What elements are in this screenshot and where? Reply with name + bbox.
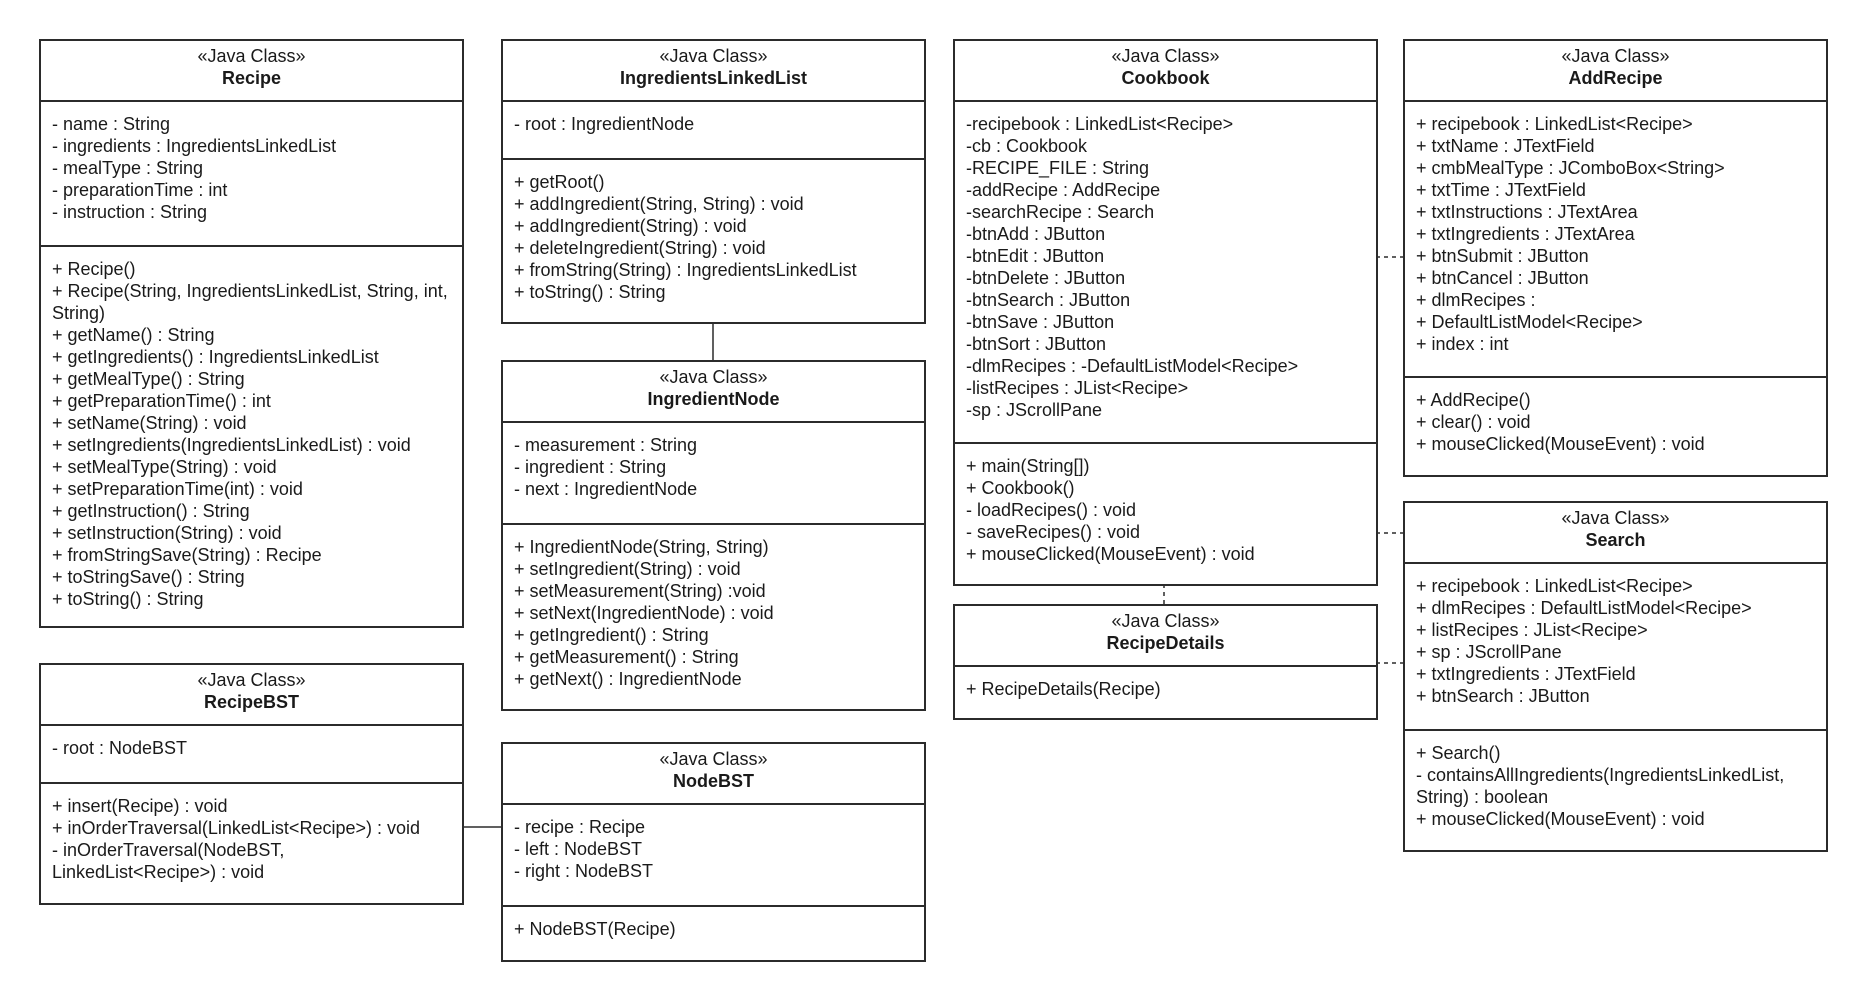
attributes-ingredientslinkedlist: [503, 102, 924, 160]
operation: + setIngredient(String) : void: [514, 559, 741, 579]
attribute: + recipebook : LinkedList<Recipe>: [1416, 114, 1693, 134]
operation: + mouseClicked(MouseEvent) : void: [1416, 809, 1705, 829]
attribute: + txtName : JTextField: [1416, 136, 1595, 156]
stereotype-label: «Java Class»: [659, 46, 768, 66]
attribute: + btnCancel : JButton: [1416, 268, 1589, 288]
attribute: -btnDelete : JButton: [966, 268, 1126, 288]
attribute: -btnSearch : JButton: [966, 290, 1131, 310]
stereotype-label: «Java Class»: [197, 670, 306, 690]
attributes-nodebst: [503, 805, 924, 907]
class-name-search: Search: [1585, 530, 1646, 550]
class-name-nodebst: NodeBST: [673, 771, 754, 791]
attribute: - ingredients : IngredientsLinkedList: [52, 136, 337, 156]
operation: - containsAllIngredients(IngredientsLinkedList, String) : boolean: [1416, 765, 1785, 807]
operation: + NodeBST(Recipe): [514, 919, 676, 939]
operations-ingredientslinkedlist: [503, 160, 924, 303]
class-name-cookbook: Cookbook: [1121, 68, 1210, 88]
attribute: -RECIPE_FILE : String: [966, 158, 1150, 178]
attribute: - mealType : String: [52, 158, 204, 178]
attributes-addrecipe: [1405, 102, 1826, 378]
attribute: + btnSubmit : JButton: [1416, 246, 1589, 266]
stereotype-label: «Java Class»: [1111, 46, 1220, 66]
attribute: -btnSort : JButton: [966, 334, 1107, 354]
attribute: -recipebook : LinkedList<Recipe>: [966, 114, 1234, 134]
attribute: -searchRecipe : Search: [966, 202, 1155, 222]
attribute: + txtInstructions : JTextArea: [1416, 202, 1638, 222]
class-name-ingredientslinkedlist: IngredientsLinkedList: [619, 68, 808, 88]
operation: + getName() : String: [52, 325, 215, 345]
operation: + toString() : String: [514, 282, 666, 302]
attribute: -btnEdit : JButton: [966, 246, 1105, 266]
attributes-recipe: [41, 102, 462, 247]
attribute: + index : int: [1416, 334, 1509, 354]
attribute: + dlmRecipes : DefaultListModel<Recipe>: [1416, 598, 1752, 618]
class-name-addrecipe: AddRecipe: [1568, 68, 1663, 88]
operation: + addIngredient(String, String) : void: [514, 194, 804, 214]
stereotype-label: «Java Class»: [197, 46, 306, 66]
attribute: -btnAdd : JButton: [966, 224, 1106, 244]
attribute: + txtIngredients : JTextArea: [1416, 224, 1635, 244]
attribute: + cmbMealType : JComboBox<String>: [1416, 158, 1725, 178]
attribute: + recipebook : LinkedList<Recipe>: [1416, 576, 1693, 596]
attribute: + txtTime : JTextField: [1416, 180, 1586, 200]
attribute: -dlmRecipes : -DefaultListModel<Recipe>: [966, 356, 1299, 376]
operations-addrecipe: [1405, 378, 1826, 455]
attribute: -btnSave : JButton: [966, 312, 1115, 332]
attribute: + listRecipes : JList<Recipe>: [1416, 620, 1648, 640]
attributes-cookbook: [955, 102, 1376, 444]
stereotype-label: «Java Class»: [659, 367, 768, 387]
operations-search: [1405, 731, 1826, 830]
class-header-addrecipe: [1405, 41, 1826, 102]
class-box-addrecipe: [1403, 39, 1828, 477]
class-box-recipe: [39, 39, 464, 628]
operation: + Recipe(String, IngredientsLinkedList, String, int, String): [52, 281, 448, 323]
operation: + deleteIngredient(String) : void: [514, 238, 766, 258]
operation: - loadRecipes() : void: [966, 500, 1137, 520]
attribute: - right : NodeBST: [514, 861, 654, 881]
attribute: - ingredient : String: [514, 457, 667, 477]
attribute: + txtIngredients : JTextField: [1416, 664, 1636, 684]
attribute: -sp : JScrollPane: [966, 400, 1103, 420]
attribute: - preparationTime : int: [52, 180, 228, 200]
operation: + addIngredient(String) : void: [514, 216, 747, 236]
operation: + setName(String) : void: [52, 413, 247, 433]
operation: + setPreparationTime(int) : void: [52, 479, 303, 499]
class-header-nodebst: [503, 744, 924, 805]
class-header-cookbook: [955, 41, 1376, 102]
stereotype-label: «Java Class»: [1111, 611, 1220, 631]
operation: + fromStringSave(String) : Recipe: [52, 545, 322, 565]
operation: + main(String[]): [966, 456, 1090, 476]
operation: + mouseClicked(MouseEvent) : void: [966, 544, 1255, 564]
class-box-recipebst: [39, 663, 464, 905]
operation: + getInstruction() : String: [52, 501, 250, 521]
operation: + getRoot(): [514, 172, 605, 192]
class-name-recipedetails: RecipeDetails: [1106, 633, 1225, 653]
operation: + fromString(String) : IngredientsLinkedList: [514, 260, 857, 280]
attribute: - next : IngredientNode: [514, 479, 698, 499]
class-header-recipebst: [41, 665, 462, 726]
class-name-ingredientnode: IngredientNode: [647, 389, 780, 409]
operations-recipe: [41, 247, 462, 610]
operation: + mouseClicked(MouseEvent) : void: [1416, 434, 1705, 454]
class-header-ingredientnode: [503, 362, 924, 423]
attribute: - recipe : Recipe: [514, 817, 646, 837]
operation: + getIngredient() : String: [514, 625, 709, 645]
class-box-recipedetails: [953, 604, 1378, 720]
operation: - inOrderTraversal(NodeBST, LinkedList<Recipe>) : void: [52, 840, 285, 882]
operation: + Search(): [1416, 743, 1501, 763]
attribute: - instruction : String: [52, 202, 208, 222]
class-box-nodebst: [501, 742, 926, 962]
operations-nodebst: [503, 907, 924, 940]
operations-recipebst: [41, 784, 462, 883]
operation: + setMeasurement(String) :void: [514, 581, 766, 601]
operation: + getNext() : IngredientNode: [514, 669, 742, 689]
class-name-recipebst: RecipeBST: [203, 692, 300, 712]
operation: + getMeasurement() : String: [514, 647, 739, 667]
attributes-recipebst: [41, 726, 462, 784]
attribute: - root : NodeBST: [52, 738, 188, 758]
attribute: + btnSearch : JButton: [1416, 686, 1590, 706]
operation: + IngredientNode(String, String): [514, 537, 769, 557]
operation: + Cookbook(): [966, 478, 1075, 498]
stereotype-label: «Java Class»: [1561, 46, 1670, 66]
operation: + Recipe(): [52, 259, 136, 279]
attribute: -cb : Cookbook: [966, 136, 1088, 156]
operation: + clear() : void: [1416, 412, 1531, 432]
stereotype-label: «Java Class»: [1561, 508, 1670, 528]
operations-recipedetails: [955, 667, 1376, 700]
operation: + getMealType() : String: [52, 369, 245, 389]
class-box-ingredientnode: [501, 360, 926, 711]
class-name-recipe: Recipe: [221, 68, 282, 88]
attribute: -addRecipe : AddRecipe: [966, 180, 1161, 200]
operation: + RecipeDetails(Recipe): [966, 679, 1161, 699]
operation: + AddRecipe(): [1416, 390, 1531, 410]
attribute: - root : IngredientNode: [514, 114, 695, 134]
attribute: - name : String: [52, 114, 171, 134]
operation: + toString() : String: [52, 589, 204, 609]
operation: + inOrderTraversal(LinkedList<Recipe>) : void: [52, 818, 420, 838]
class-header-recipe: [41, 41, 462, 102]
attribute: + dlmRecipes :: [1416, 290, 1536, 310]
stereotype-label: «Java Class»: [659, 749, 768, 769]
attribute: - left : NodeBST: [514, 839, 643, 859]
operation: + setNext(IngredientNode) : void: [514, 603, 774, 623]
operations-cookbook: [955, 444, 1376, 565]
class-box-ingredientslinkedlist: [501, 39, 926, 324]
operation: + toStringSave() : String: [52, 567, 245, 587]
attribute: + sp : JScrollPane: [1416, 642, 1562, 662]
operation: + insert(Recipe) : void: [52, 796, 228, 816]
operation: - saveRecipes() : void: [966, 522, 1141, 542]
attributes-search: [1405, 564, 1826, 731]
attribute: + DefaultListModel<Recipe>: [1416, 312, 1643, 332]
class-header-recipedetails: [955, 606, 1376, 667]
operations-ingredientnode: [503, 525, 924, 690]
attribute: - measurement : String: [514, 435, 698, 455]
attribute: -listRecipes : JList<Recipe>: [966, 378, 1189, 398]
operation: + getIngredients() : IngredientsLinkedList: [52, 347, 379, 367]
operation: + setMealType(String) : void: [52, 457, 277, 477]
operation: + getPreparationTime() : int: [52, 391, 271, 411]
class-header-ingredientslinkedlist: [503, 41, 924, 102]
class-box-cookbook: [953, 39, 1378, 586]
class-header-search: [1405, 503, 1826, 564]
operation: + setIngredients(IngredientsLinkedList) : void: [52, 435, 411, 455]
class-box-search: [1403, 501, 1828, 852]
operation: + setInstruction(String) : void: [52, 523, 282, 543]
attributes-ingredientnode: [503, 423, 924, 525]
